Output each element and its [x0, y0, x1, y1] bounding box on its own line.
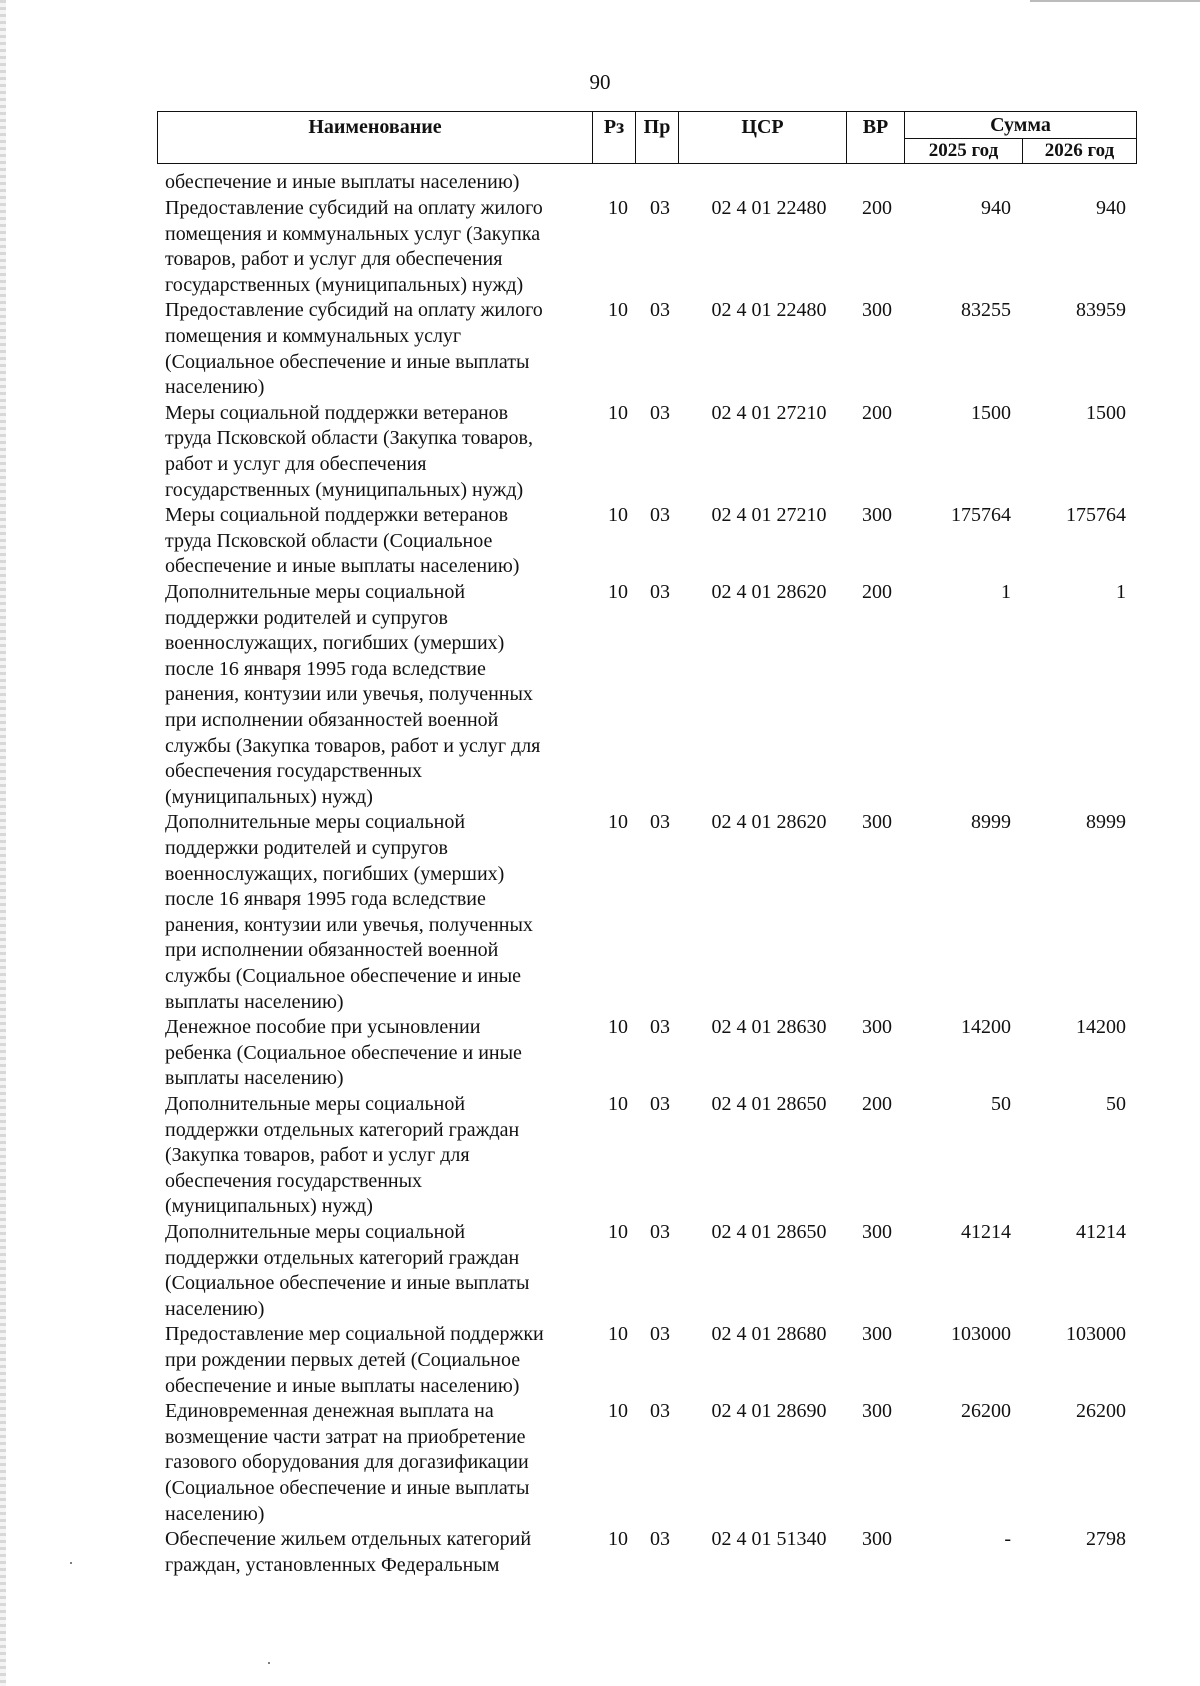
row-name-line: Дополнительные меры социальной: [165, 811, 466, 834]
header-sum: Сумма: [905, 112, 1137, 139]
row-pr: 03: [650, 1528, 670, 1551]
row-name-line: обеспечение и иные выплаты населению): [165, 1374, 520, 1397]
row-name: [165, 196, 590, 298]
row-s2026: 940: [1096, 197, 1126, 219]
row-s2026: 83959: [1076, 299, 1126, 322]
row-name-line: после 16 января 1995 года вследствие: [165, 657, 486, 680]
row-s2026: 50: [1106, 1093, 1126, 1115]
row-s2025: 14200: [961, 1016, 1011, 1039]
row-s2026: 1500: [1086, 401, 1126, 424]
row-s2025: -: [1004, 1528, 1011, 1551]
header-rz: Рз: [593, 112, 636, 164]
header-year-2026: 2026 год: [1023, 139, 1137, 164]
row-rz: 10: [608, 1093, 628, 1115]
row-name: [165, 298, 590, 400]
row-csr: 02 4 01 27210: [711, 504, 827, 527]
row-name-line: Обеспечение жильем отдельных категорий: [165, 1528, 532, 1551]
row-name-line: государственных (муниципальных) нужд): [165, 478, 524, 501]
row-s2026: 8999: [1086, 811, 1126, 834]
budget-table-header: [157, 111, 1137, 164]
row-pr: 03: [650, 1221, 670, 1243]
row-csr: 02 4 01 28630: [711, 1016, 827, 1039]
row-pr: 03: [650, 504, 670, 527]
row-s2026: 26200: [1076, 1400, 1126, 1423]
row-name-line: товаров, работ и услуг для обеспечения: [165, 248, 503, 271]
row-s2026: 41214: [1076, 1221, 1126, 1243]
row-rz: 10: [608, 581, 628, 603]
row-rz: 10: [608, 504, 628, 527]
row-rz: 10: [608, 1400, 628, 1423]
row-name: [165, 503, 590, 580]
page-number: 90: [589, 70, 611, 94]
scan-edge-left: [0, 0, 6, 1686]
row-pr: 03: [650, 299, 670, 322]
row-name-line: Дополнительные меры социальной: [165, 1093, 466, 1115]
row-name-line: населению): [165, 1502, 265, 1525]
row-s2025: 940: [981, 197, 1011, 219]
row-vr: 300: [862, 1323, 892, 1346]
row-rz: 10: [608, 299, 628, 322]
row-name: [165, 1322, 590, 1399]
row-rz: 10: [608, 401, 628, 424]
scan-speck: [268, 1662, 270, 1664]
row-name-line: поддержки родителей и супругов: [165, 606, 448, 629]
header-pr: Пр: [636, 112, 679, 164]
row-name-line: службы (Социальное обеспечение и иные: [165, 964, 522, 987]
row-name-line: при рождении первых детей (Социальное: [165, 1348, 521, 1371]
row-csr: 02 4 01 27210: [711, 401, 827, 424]
row-name-line: обеспечения государственных: [165, 760, 423, 783]
row-name: [165, 810, 590, 1015]
row-name: [165, 1399, 590, 1527]
row-name: [165, 1527, 590, 1578]
row-name-line: ранения, контузии или увечья, полученных: [165, 913, 533, 936]
row-vr: 200: [862, 581, 892, 603]
row-name-line: труда Псковской области (Социальное: [165, 529, 493, 552]
row-vr: 300: [862, 504, 892, 527]
row-name-line: Предоставление субсидий на оплату жилого: [165, 299, 543, 322]
row-name-line: военнослужащих, погибших (умерших): [165, 632, 505, 655]
row-csr: 02 4 01 28650: [711, 1093, 827, 1115]
row-csr: 02 4 01 28690: [711, 1400, 827, 1423]
row-csr: 02 4 01 28650: [711, 1221, 827, 1243]
row-name: [165, 1092, 590, 1220]
row-csr: 02 4 01 22480: [711, 299, 827, 322]
row-name-line: помещения и коммунальных услуг (Закупка: [165, 222, 541, 245]
row-s2026: 1: [1116, 581, 1126, 603]
row-s2025: 1: [1001, 581, 1011, 603]
row-vr: 300: [862, 1528, 892, 1551]
row-s2025: 1500: [971, 401, 1011, 424]
row-s2026: 103000: [1066, 1323, 1126, 1346]
row-name-line: службы (Закупка товаров, работ и услуг для: [165, 734, 541, 757]
row-s2026: 2798: [1086, 1528, 1126, 1551]
row-s2026: 175764: [1066, 504, 1126, 527]
row-name-line: работ и услуг для обеспечения: [165, 452, 427, 475]
row-pr: 03: [650, 401, 670, 424]
row-csr: 02 4 01 28620: [711, 581, 827, 603]
row-name-line: Предоставление субсидий на оплату жилого: [165, 197, 543, 219]
header-vr: ВР: [847, 112, 905, 164]
row-rz: 10: [608, 1221, 628, 1243]
row-vr: 300: [862, 299, 892, 322]
row-rz: 10: [608, 1016, 628, 1039]
header-name: Наименование: [158, 112, 593, 164]
row-csr: 02 4 01 28680: [711, 1323, 827, 1346]
scan-edge-top: [1030, 0, 1200, 2]
row-name-line: ребенка (Социальное обеспечение и иные: [165, 1041, 522, 1064]
row-name-line: Денежное пособие при усыновлении: [165, 1016, 481, 1039]
row-name-line: возмещение части затрат на приобретение: [165, 1425, 526, 1448]
row-name-line: Дополнительные меры социальной: [165, 581, 466, 603]
row-name-line: поддержки родителей и супругов: [165, 836, 448, 859]
row-name-line: обеспечение и иные выплаты населению): [165, 555, 520, 578]
row-s2025: 8999: [971, 811, 1011, 834]
row-name-line: при исполнении обязанностей военной: [165, 708, 499, 731]
row-name-line: при исполнении обязанностей военной: [165, 939, 499, 962]
row-rz: 10: [608, 811, 628, 834]
row-s2025: 83255: [961, 299, 1011, 322]
row-vr: 300: [862, 1016, 892, 1039]
row-s2025: 175764: [951, 504, 1011, 527]
row-name-line: военнослужащих, погибших (умерших): [165, 862, 505, 885]
row-name-line: газового оборудования для догазификации: [165, 1451, 529, 1474]
row-name-line: (муниципальных) нужд): [165, 1195, 373, 1218]
row-vr: 200: [862, 401, 892, 424]
row-name-line: (муниципальных) нужд): [165, 785, 373, 808]
row-name-line: Меры социальной поддержки ветеранов: [165, 401, 509, 424]
row-name-line: труда Псковской области (Закупка товаров,: [165, 427, 533, 450]
row-s2025: 41214: [961, 1221, 1011, 1243]
row-vr: 300: [862, 1221, 892, 1243]
row-name-line: поддержки отдельных категорий граждан: [165, 1118, 520, 1141]
row-s2025: 26200: [961, 1400, 1011, 1423]
header-csr: ЦСР: [679, 112, 847, 164]
continued-row-text: обеспечение и иные выплаты населению): [165, 171, 520, 193]
row-name-line: (Закупка товаров, работ и услуг для: [165, 1144, 470, 1167]
row-name-line: (Социальное обеспечение и иные выплаты: [165, 1272, 530, 1295]
row-name-line: обеспечения государственных: [165, 1169, 423, 1192]
row-name: [165, 580, 590, 810]
row-s2025: 103000: [951, 1323, 1011, 1346]
row-name-line: населению): [165, 376, 265, 399]
row-rz: 10: [608, 1528, 628, 1551]
row-pr: 03: [650, 197, 670, 219]
row-name-line: государственных (муниципальных) нужд): [165, 273, 524, 296]
row-name-line: выплаты населению): [165, 1067, 344, 1090]
row-name-line: ранения, контузии или увечья, полученных: [165, 683, 533, 706]
row-vr: 200: [862, 197, 892, 219]
row-name-line: помещения и коммунальных услуг: [165, 324, 462, 347]
row-s2026: 14200: [1076, 1016, 1126, 1039]
row-name: [165, 1220, 590, 1322]
row-name-line: Единовременная денежная выплата на: [165, 1400, 494, 1423]
row-csr: 02 4 01 22480: [711, 197, 827, 219]
row-pr: 03: [650, 1400, 670, 1423]
row-name-line: Меры социальной поддержки ветеранов: [165, 504, 509, 527]
row-rz: 10: [608, 1323, 628, 1346]
row-vr: 200: [862, 1093, 892, 1115]
header-year-2025: 2025 год: [905, 139, 1023, 164]
row-name-line: после 16 января 1995 года вследствие: [165, 888, 486, 911]
row-vr: 300: [862, 1400, 892, 1423]
row-rz: 10: [608, 197, 628, 219]
row-csr: 02 4 01 28620: [711, 811, 827, 834]
row-name-line: (Социальное обеспечение и иные выплаты: [165, 350, 530, 373]
row-csr: 02 4 01 51340: [711, 1528, 827, 1551]
row-pr: 03: [650, 1093, 670, 1115]
row-name-line: населению): [165, 1297, 265, 1320]
row-pr: 03: [650, 811, 670, 834]
row-vr: 300: [862, 811, 892, 834]
row-name-line: Дополнительные меры социальной: [165, 1221, 466, 1243]
row-name-line: Предоставление мер социальной поддержки: [165, 1323, 544, 1346]
row-name: [165, 401, 590, 503]
row-name-line: граждан, установленных Федеральным: [165, 1553, 500, 1576]
row-pr: 03: [650, 1016, 670, 1039]
row-name: [165, 1015, 590, 1092]
row-s2025: 50: [991, 1093, 1011, 1115]
row-name-line: выплаты населению): [165, 990, 344, 1013]
row-pr: 03: [650, 1323, 670, 1346]
row-name-line: (Социальное обеспечение и иные выплаты: [165, 1476, 530, 1499]
row-pr: 03: [650, 581, 670, 603]
scan-speck: [70, 1562, 72, 1564]
row-name-line: поддержки отдельных категорий граждан: [165, 1246, 520, 1269]
